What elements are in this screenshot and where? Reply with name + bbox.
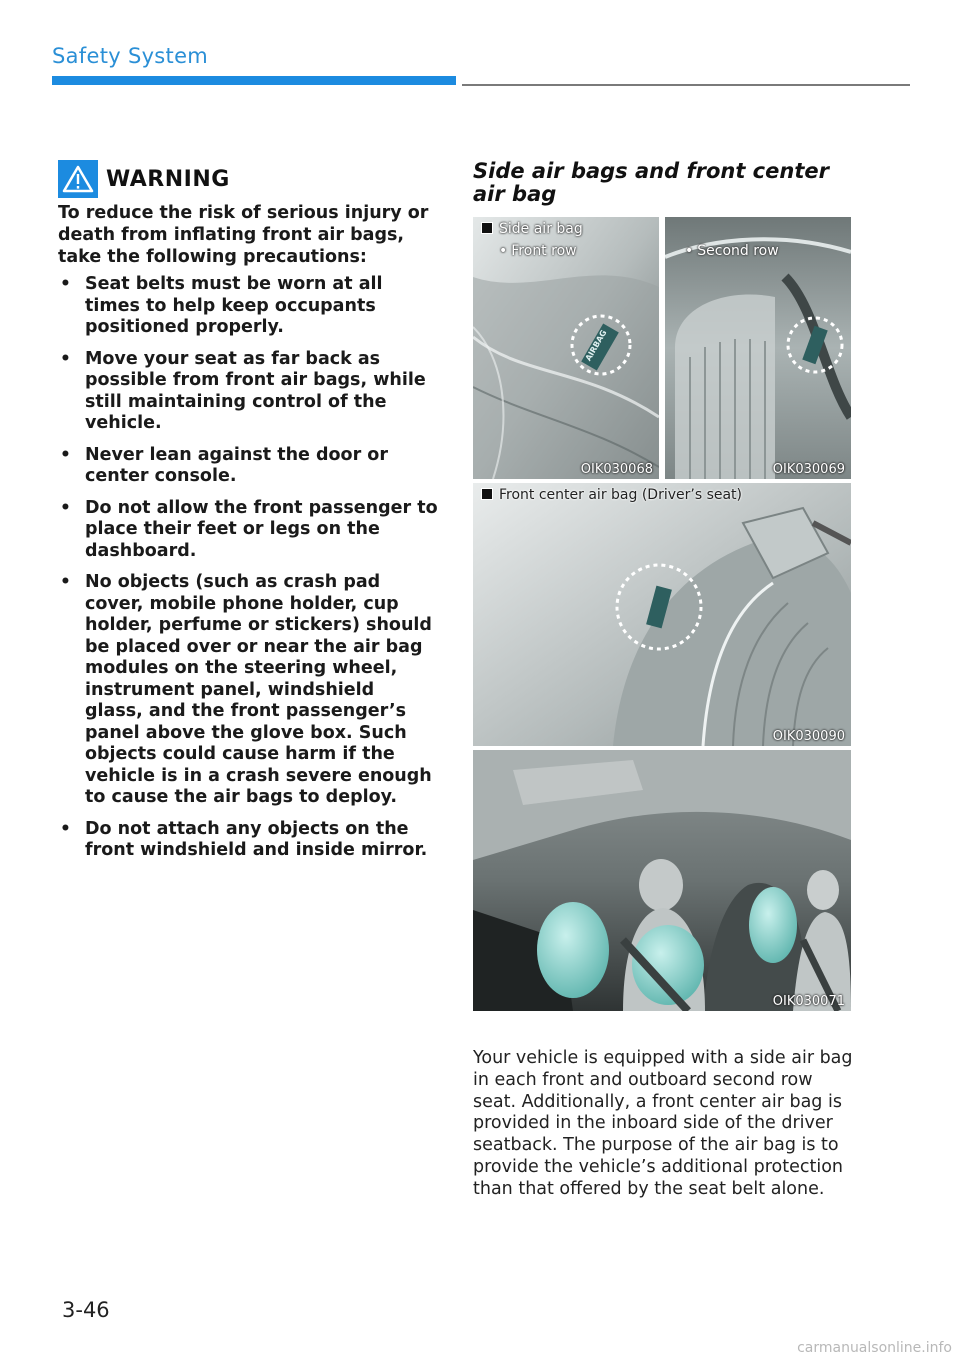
figure-front-row-side-airbag xyxy=(473,217,659,479)
figure-code: OIK030068 xyxy=(580,462,653,477)
warning-item: • Seat belts must be worn at all times to help keep occupants positioned properly. xyxy=(58,274,438,339)
warning-item: • Do not allow the front passenger to place their feet or legs on the dashboard. xyxy=(58,498,438,563)
airbag-tag: AIRBAG xyxy=(583,328,609,363)
figure-code: OIK030069 xyxy=(772,462,845,477)
figure-sublabel: • Second row xyxy=(685,243,779,259)
warning-list xyxy=(58,274,438,872)
figure-second-row-side-airbag xyxy=(665,217,851,479)
section-header-title: Safety System xyxy=(52,44,209,68)
watermark: carmanualsonline.info xyxy=(797,1340,952,1356)
warning-intro: To reduce the risk of serious injury or death from inflating front air bags, take the following precautions: xyxy=(58,203,429,267)
figure-heading: Front center air bag (Driver’s seat) xyxy=(481,487,742,503)
section-title: Side air bags and front center air bag xyxy=(473,159,829,206)
bullet-icon: • xyxy=(499,243,508,259)
warning-title: WARNING xyxy=(106,166,230,192)
figure-code: OIK030090 xyxy=(772,729,845,744)
figure-heading: Side air bag xyxy=(481,221,583,237)
warning-heading xyxy=(58,160,230,198)
header-accent-bar xyxy=(52,76,456,85)
figure-sublabel: • Front row xyxy=(499,243,577,259)
warning-item: • Move your seat as far back as possible from front air bags, while still maintaining control of the vehicle. xyxy=(58,349,438,435)
warning-item: • Do not attach any objects on the front windshield and inside mirror. xyxy=(58,819,438,862)
figure-front-center-airbag xyxy=(473,483,851,746)
warning-triangle-icon xyxy=(58,160,98,198)
header-rule xyxy=(462,84,910,86)
bullet-icon: • xyxy=(685,243,694,259)
figure-code: OIK030071 xyxy=(772,994,845,1009)
square-bullet-icon xyxy=(481,222,493,234)
square-bullet-icon xyxy=(481,488,493,500)
figure-deployed-airbags xyxy=(473,750,851,1011)
body-paragraph: Your vehicle is equipped with a side air bag in each front and outboard second row seat. Additionally, a front center air bag is provided in the inboard side of the driver seatback. The purpose of the air bag is to provide the vehicle’s additional protection than that offered by the seat belt alone. xyxy=(473,1048,853,1199)
warning-item: • No objects (such as crash pad cover, mobile phone holder, cup holder, perfume or stickers) should be placed over or near the air bag modules on the steering wheel, instrument panel, windshield glass, and the front passenger’s panel above the glove box. Such objects could cause harm if the vehicle is in a crash severe enough to cause the air bags to deploy. xyxy=(58,572,438,809)
page-number: 3-46 xyxy=(62,1298,110,1322)
warning-item: • Never lean against the door or center console. xyxy=(58,445,438,488)
